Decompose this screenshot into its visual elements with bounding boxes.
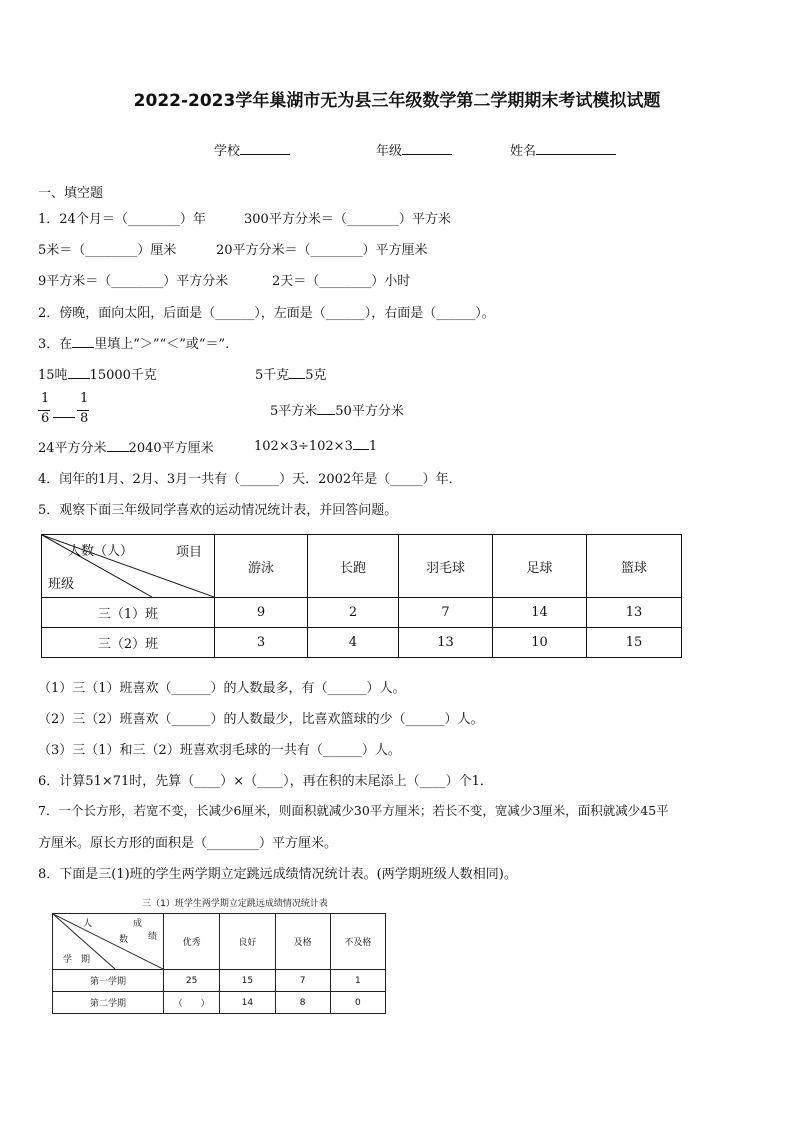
q5-sub2: （2）三（2）班喜欢（______）的人数最少，比喜欢篮球的少（______）人。	[38, 712, 484, 727]
q1-item-e: 9平方米＝（________）平方分米	[38, 274, 229, 289]
q8-stem: 8．下面是三(1)班的学生两学期立定跳远成绩情况统计表。(两学期班级人数相同)。	[38, 867, 517, 882]
corner-ren: 人	[83, 919, 93, 929]
jump-table-figure	[52, 896, 388, 1014]
name-field	[510, 140, 616, 159]
q3-3a-left: 24平方分米	[38, 441, 107, 456]
grade-label: 年级	[376, 144, 403, 159]
jump-header-cell: 优秀	[164, 914, 220, 970]
q3-compare-1b	[255, 364, 327, 383]
jump-header-cell: 及格	[275, 914, 330, 970]
grade-field	[376, 140, 452, 159]
table-cell: 9	[215, 598, 308, 628]
frac-compare-blank[interactable]	[53, 417, 75, 418]
row-label: 三（1）班	[42, 598, 215, 628]
q3-compare-2b	[270, 400, 404, 419]
q3-1b-right: 5克	[305, 368, 327, 383]
q3-compare-3a	[38, 437, 214, 456]
sports-header-cell: 游泳	[215, 535, 308, 598]
sports-header-cell: 篮球	[587, 535, 682, 598]
q1-item-a: 1．24个月＝（________）年	[38, 212, 206, 227]
table-cell: 13	[399, 628, 493, 658]
q3-1a-blank[interactable]	[68, 366, 90, 379]
table-cell: 3	[215, 628, 308, 658]
frac-left-denominator: 6	[41, 411, 50, 426]
corner-xueqi: 学 期	[63, 955, 91, 965]
sports-table	[41, 534, 682, 658]
table-cell: 7	[399, 598, 493, 628]
table-cell: 1	[330, 970, 385, 992]
jump-table-caption: 三（1）班学生两学期立定跳远成绩情况统计表	[142, 899, 328, 909]
school-label: 学校	[214, 144, 241, 159]
q1-item-b: 300平方分米＝（________）平方米	[244, 212, 451, 227]
school-blank[interactable]	[240, 142, 290, 155]
corner-shu: 数	[119, 935, 129, 945]
sports-header-cell: 长跑	[308, 535, 399, 598]
q3-compare-3b	[254, 437, 377, 454]
q3-1b-blank[interactable]	[289, 366, 305, 379]
q5-sub1: （1）三（1）班喜欢（______）的人数最多，有（______）人。	[38, 681, 406, 696]
corner-cheng: 成	[133, 919, 143, 929]
row-label: 三（2）班	[42, 628, 215, 658]
table-cell: 7	[275, 970, 330, 992]
table-cell: 8	[275, 992, 330, 1014]
page-title: 2022-2023学年巢湖市无为县三年级数学第二学期期末考试模拟试题	[133, 91, 661, 111]
table-cell: 10	[493, 628, 587, 658]
table-cell: 4	[308, 628, 399, 658]
q3-3b-left: 102×3÷102×3	[254, 439, 353, 454]
q3-1a-right: 15000千克	[89, 368, 157, 383]
q3-fraction-compare	[38, 391, 98, 431]
row-label: 第二学期	[53, 992, 164, 1014]
table-cell: （ ）	[164, 992, 220, 1014]
q7-line1: 7．一个长方形，若宽不变，长减少6厘米，则面积就减少30平方厘米；若长不变，宽减少3厘米，面积就减少45平	[38, 803, 669, 818]
q3-3b-blank[interactable]	[353, 437, 369, 450]
q3-stem	[38, 333, 229, 352]
corner-people-label: 人数（人）	[68, 544, 134, 559]
row-label: 第一学期	[53, 970, 164, 992]
table-cell: 14	[493, 598, 587, 628]
section-heading: 一、填空题	[38, 186, 104, 201]
table-row	[53, 992, 386, 1014]
q1-item-d: 20平方分米＝（________）平方厘米	[216, 243, 428, 258]
q3-stem-b: 里填上“＞”“＜”或“＝”.	[94, 337, 230, 352]
jump-table	[52, 913, 386, 1014]
q1-item-f: 2天＝（________）小时	[272, 274, 411, 289]
q3-2b-left: 5平方米	[270, 404, 318, 419]
q3-compare-1a	[38, 364, 157, 383]
frac-left-numerator: 1	[41, 391, 50, 406]
table-cell: 13	[587, 598, 682, 628]
q6-text: 6．计算51×71时，先算（____）×（____），再在积的末尾添上（____）个1．	[38, 774, 493, 789]
q5-stem: 5．观察下面三年级同学喜欢的运动情况统计表，并回答问题。	[38, 503, 398, 518]
table-cell: 15	[220, 970, 275, 992]
q3-stem-a: 3．在	[38, 337, 73, 352]
jump-table-corner	[53, 914, 164, 970]
q3-stem-blank	[72, 335, 94, 348]
q4-text: 4．闰年的1月、2月、3月一共有（______）天．2002年是（_____）年．	[38, 472, 462, 487]
sports-header-cell: 羽毛球	[399, 535, 493, 598]
jump-header-cell: 良好	[220, 914, 275, 970]
table-cell: 15	[587, 628, 682, 658]
table-row	[42, 598, 682, 628]
q5-sub3: （3）三（1）和三（2）班喜欢羽毛球的一共有（______）人。	[38, 743, 401, 758]
q3-3a-blank[interactable]	[107, 439, 129, 452]
corner-ji: 绩	[148, 932, 158, 942]
grade-blank[interactable]	[402, 142, 452, 155]
corner-item-label: 项目	[176, 545, 203, 560]
table-cell: 2	[308, 598, 399, 628]
jump-header-cell: 不及格	[330, 914, 385, 970]
table-cell: 14	[220, 992, 275, 1014]
q3-3b-right: 1	[368, 439, 378, 454]
school-field	[214, 140, 290, 159]
q7-line2: 方厘米。原长方形的面积是（________）平方厘米。	[38, 836, 338, 851]
q1-item-c: 5米＝（________）厘米	[38, 243, 177, 258]
name-label: 姓名	[510, 144, 537, 159]
sports-table-corner	[42, 535, 215, 598]
q3-1a-left: 15吨	[38, 368, 68, 383]
corner-class-label: 班级	[48, 577, 75, 592]
q3-2b-right: 50平方分米	[335, 404, 404, 419]
table-row	[53, 970, 386, 992]
sports-header-cell: 足球	[493, 535, 587, 598]
table-cell: 0	[330, 992, 385, 1014]
q3-1b-left: 5千克	[255, 368, 290, 383]
frac-right-denominator: 8	[80, 411, 89, 426]
q3-3a-right: 2040平方厘米	[128, 441, 214, 456]
name-blank[interactable]	[536, 142, 616, 155]
q3-2b-blank[interactable]	[317, 402, 335, 415]
table-cell: 25	[164, 970, 220, 992]
frac-right-numerator: 1	[80, 391, 89, 406]
q2-text: 2．傍晚，面向太阳，后面是（______），左面是（______），右面是（______）。	[38, 306, 495, 321]
table-row	[42, 628, 682, 658]
